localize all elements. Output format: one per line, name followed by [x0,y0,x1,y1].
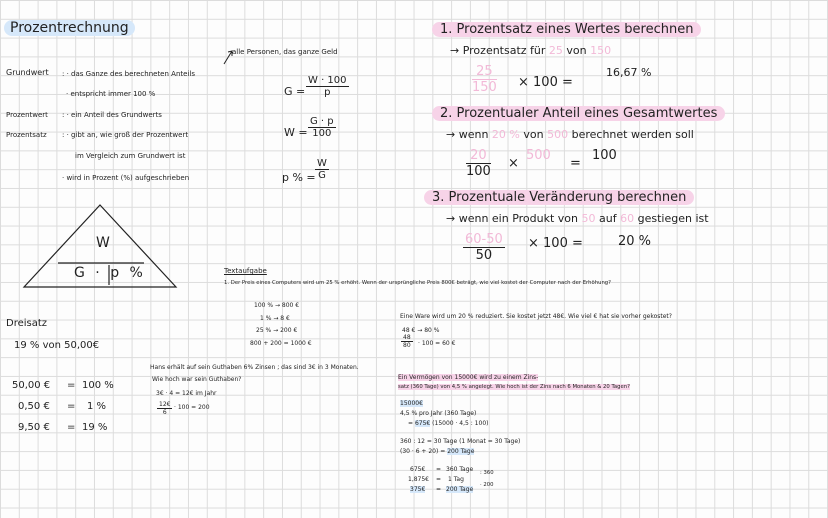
heading-2: 2. Prozentualer Anteil eines Gesamtwertes [432,106,725,121]
h2-eq: = [570,156,581,171]
h2-line: → wenn 20 % von 500 berechnet werden soll [446,128,694,141]
triangle-top: W [96,235,110,251]
v-capital: 15000€ [400,400,423,407]
vermoegen-task-1: Ein Vermögen von 15000€ wird zu einem Zins- [398,374,539,381]
h2-times: × [508,156,519,171]
h1-result: 16,67 % [606,66,652,79]
vermoegen-task-2: satz (360 Tage) von 4,5 % angelegt. Wie hoch ist der Zins nach 6 Monaten & 20 Tagen? [398,384,630,390]
def-prozentsatz-label: Prozentsatz [6,131,47,139]
calc-step-3: 25 % → 200 € [256,327,298,334]
h1-fraction: $\frac{25}{150}$ [472,64,497,95]
v-row2-left: 1,875€ [408,476,429,483]
h2-fraction: $\frac{20}{100}$ [466,148,491,179]
h3-line: → wenn ein Produkt von 50 auf 60 gestiegen ist [446,212,709,225]
v-row1-eq: = [436,466,442,473]
def-prozentwert: : · ein Anteil des Grundwerts [62,111,162,119]
def-grundwert-2: · entspricht immer 100 % [66,90,156,98]
dreisatz-row1-left: 50,00 € [12,380,51,391]
hans-question: Wie hoch war sein Guthaben? [152,376,242,383]
v-div: : 360 [480,470,494,476]
formula-p-lhs: p % = [282,171,316,184]
formula-g-lhs: G = [284,85,306,98]
h1-times: × 100 = [518,75,573,90]
ware-step-1: 48 € → 80 % [402,327,440,334]
dreisatz-row2-left: 0,50 € [18,401,50,412]
calc-step-2: 1 % → 8 € [260,315,290,322]
v-row3-right: 200 Tage [446,486,474,493]
h3-fraction: $\frac{60-50}{50}$ [465,232,503,263]
h2-value: 500 [526,148,551,163]
dreisatz-row3-left: 9,50 € [18,422,50,433]
formula-g-fraction: $\frac{W \cdot 100}{p}$ [308,75,347,98]
h3-result: 20 % [618,234,652,249]
h3-times: × 100 = [528,236,583,251]
hans-step-2: · 100 = 200 [174,404,210,411]
hans-fraction: $\frac{12€}{6}$ [159,401,171,416]
page-title: Prozentrechnung [4,20,135,36]
dreisatz-row3-right: 19 % [82,422,108,433]
dreisatz-eq: = [67,380,76,391]
textaufgabe-title: Textaufgabe [224,267,267,275]
v-rate: 4,5 % pro Jahr (360 Tage) [400,410,477,417]
calc-step-4: 800 + 200 = 1000 € [250,340,312,347]
heading-1: 1. Prozentsatz eines Wertes berechnen [432,22,701,37]
ware-step-2: · 100 = 60 € [418,340,456,347]
v-mul: · 200 [480,482,494,488]
def-grundwert-label: Grundwert [6,68,49,77]
v-row3-left: 375€ [410,486,426,493]
v-row3-eq: = [436,486,442,493]
grundwert-note: alle Personen, das ganze Geld [232,48,338,56]
heading-3: 3. Prozentuale Veränderung berechnen [424,190,694,205]
formula-w-lhs: W = [284,126,308,139]
v-days-month: 360 : 12 = 30 Tage (1 Monat = 30 Tage) [400,438,521,445]
h1-line: → Prozentsatz für 25 von 150 [450,44,612,57]
formula-p-fraction: $\frac{W}{G}$ [317,158,327,181]
formula-w-fraction: $\frac{G \cdot p}{100}$ [310,116,334,139]
dreisatz-eq: = [67,401,76,412]
def-prozentsatz-2: im Vergleich zum Grundwert ist [75,152,186,160]
dreisatz-row2-right: 1 % [87,401,107,412]
calc-step-1: 100 % → 800 € [254,302,300,309]
v-row1-left: 675€ [410,466,426,473]
def-prozentwert-label: Prozentwert [6,111,48,119]
dreisatz-eq: = [67,422,76,433]
h2-result: 100 [592,148,617,163]
v-days-total: (30 · 6 + 20) = 200 Tage [400,448,475,455]
dreisatz-given: 19 % von 50,00€ [14,340,100,351]
dreisatz-row1-right: 100 % [82,380,114,391]
def-grundwert-1: : · das Ganze des berechneten Anteils [62,70,195,78]
triangle-bottom: G · p % [74,265,143,281]
textaufgabe-task: 1. Der Preis eines Computers wird um 25 % erhöht. Wenn der ursprüngliche Preis 800€ beträgt, wie viel kostet der Computer nach der Erhöhung? [224,280,611,286]
def-prozentsatz-1: : · gibt an, wie groß der Prozentwert [62,131,189,139]
v-row1-right: 360 Tage [446,466,474,473]
ware-fraction: $\frac{48}{80}$ [403,334,411,349]
v-interest: = 675€ (15000 · 4,5 : 100) [408,420,489,427]
dreisatz-title: Dreisatz [6,318,48,329]
arrow-icon [222,48,236,66]
ware-task: Eine Ware wird um 20 % reduziert. Sie kostet jetzt 48€. Wie viel € hat sie vorher gekostet? [400,313,672,320]
v-row2-eq: = [436,476,442,483]
def-prozentsatz-3: · wird in Prozent (%) aufgeschrieben [62,174,190,182]
hans-step-1: 3€ · 4 = 12€ im Jahr [156,390,217,397]
hans-task: Hans erhält auf sein Guthaben 6% Zinsen ; das sind 3€ in 3 Monaten. [150,364,359,371]
v-row2-right: 1 Tag [448,476,464,483]
